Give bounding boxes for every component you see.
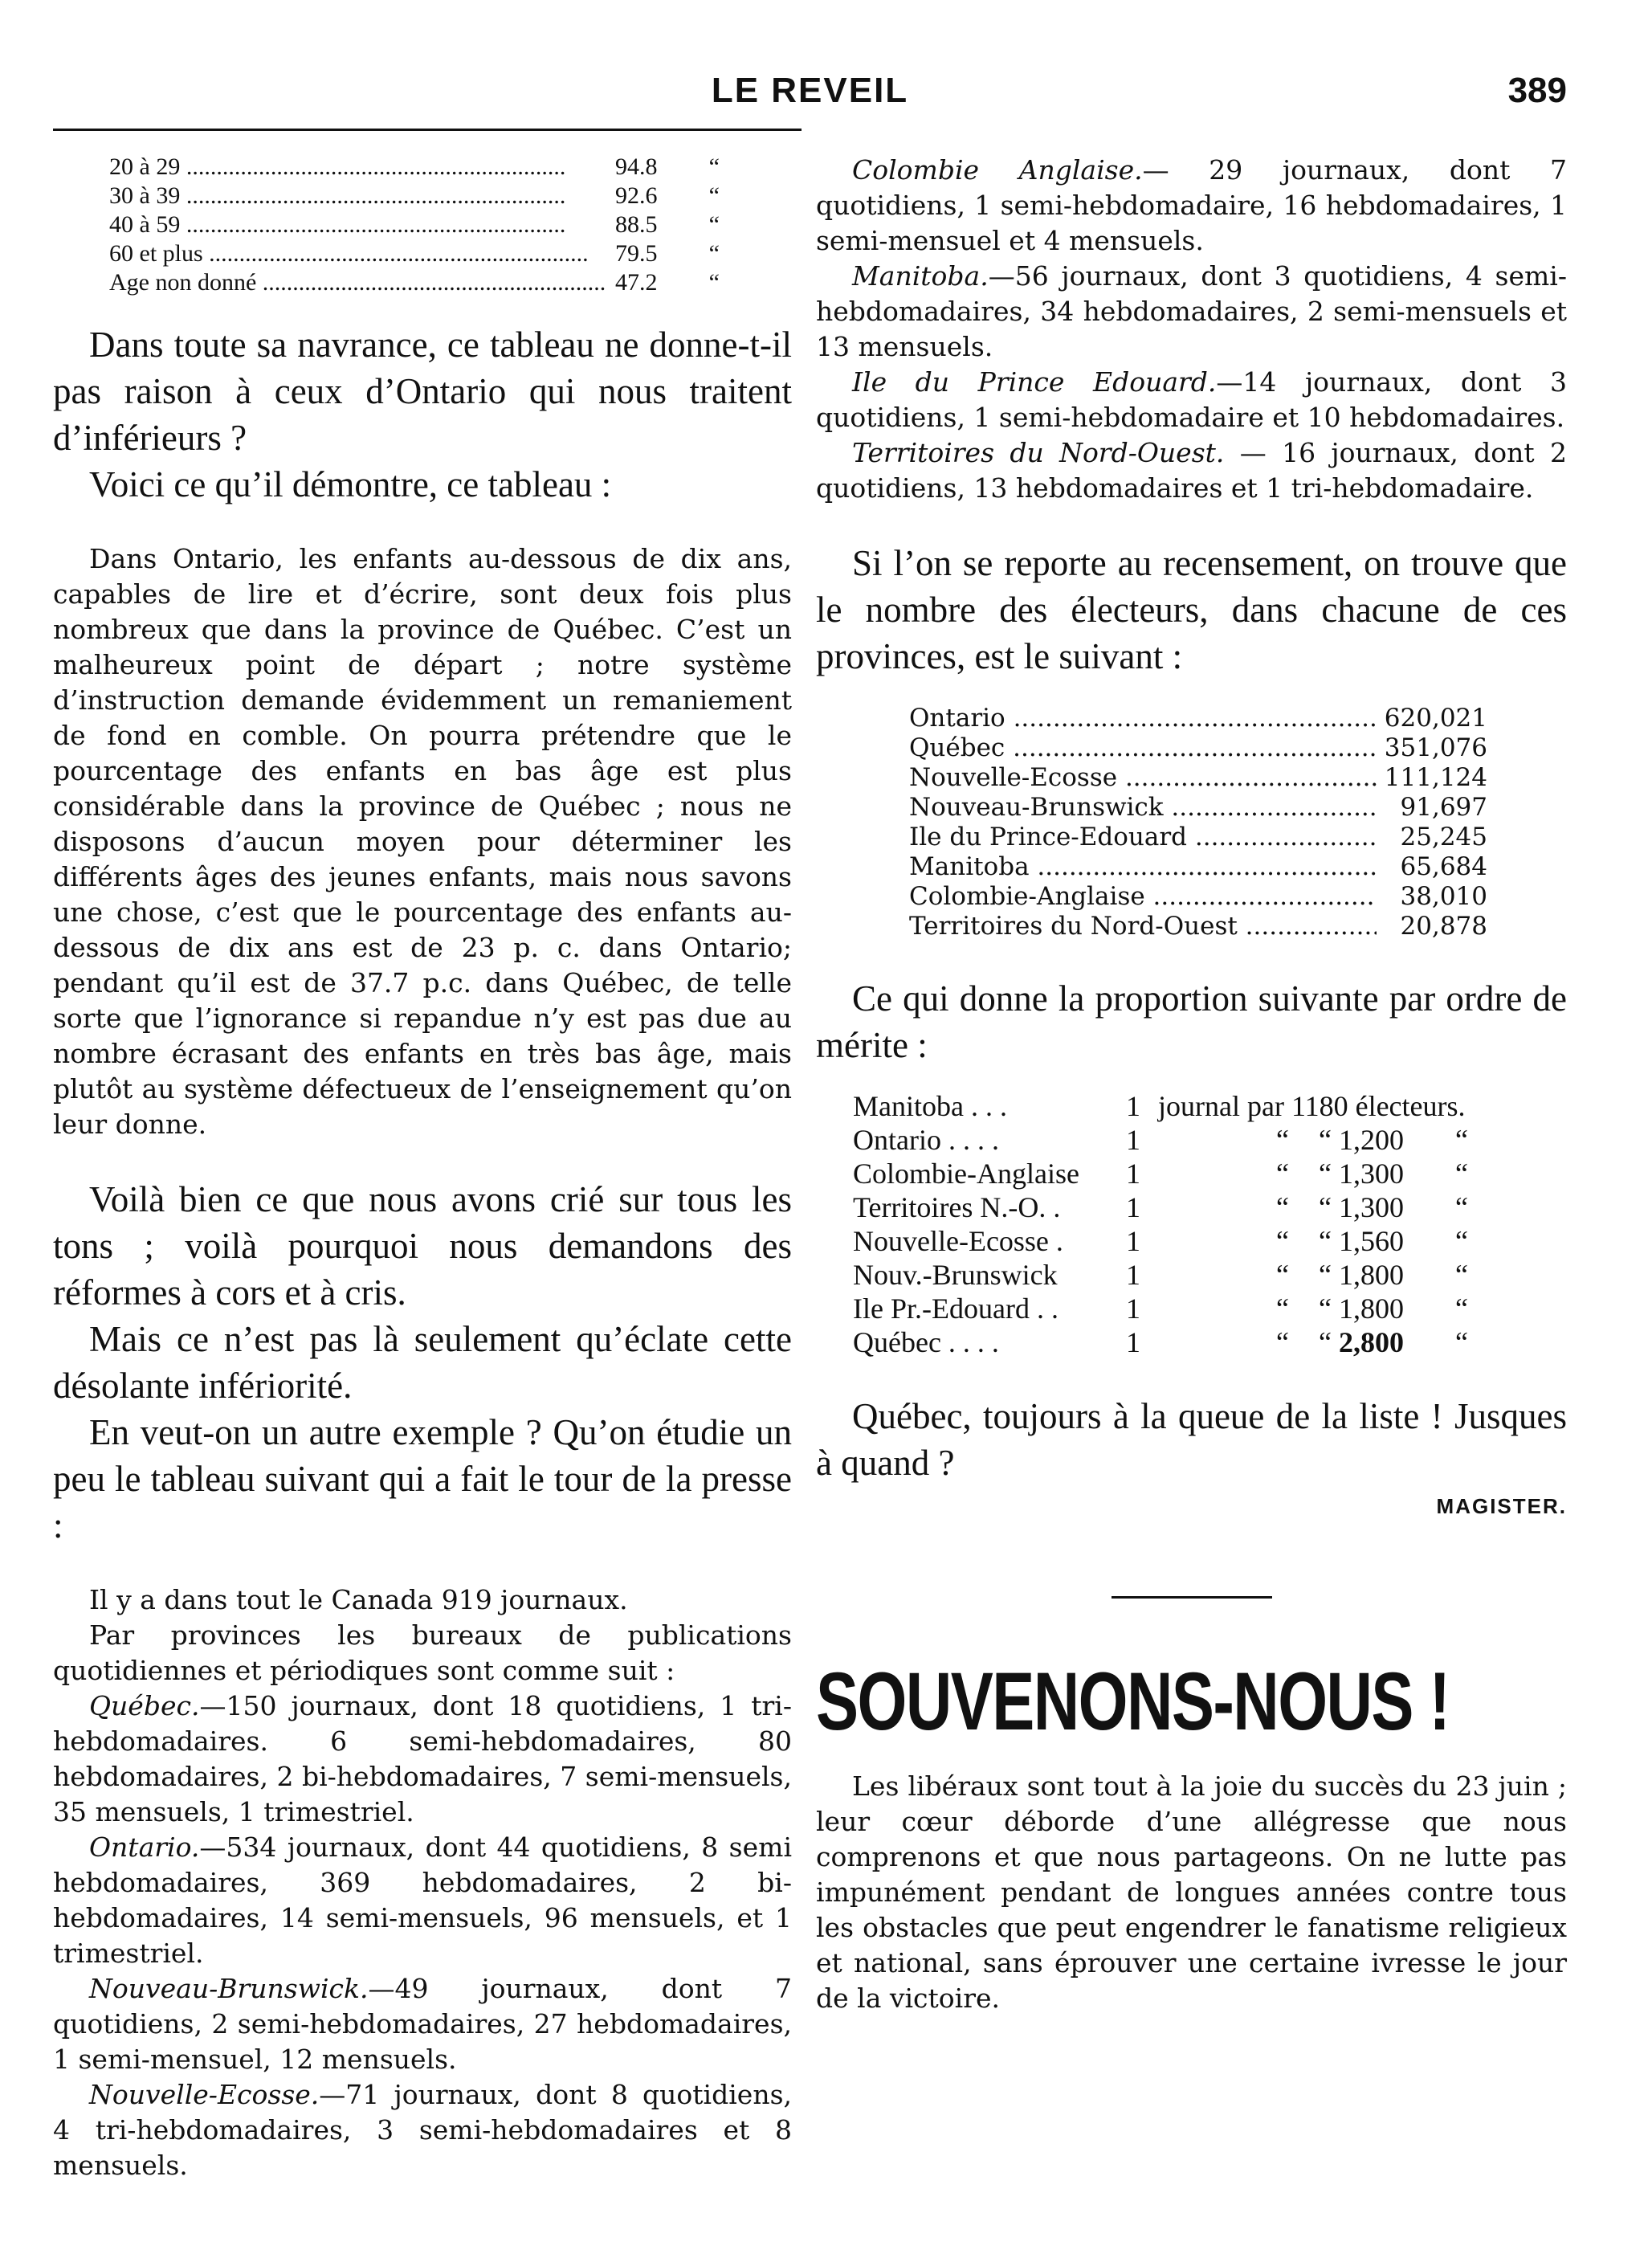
page-header — [53, 71, 1567, 127]
ratio-row: Manitoba . . . 1 journal par 1180 électeurs. — [853, 1090, 1466, 1122]
ratio-row: Québec . . . . 1 “ “ 2,800 “ — [853, 1326, 1468, 1358]
paragraph: Il y a dans tout le Canada 919 journaux. — [89, 1584, 628, 1615]
commentary-section — [53, 1176, 792, 1549]
province-entry: Manitoba.—56 journaux, dont 3 quotidiens, 4 semi-hebdomadaires, 34 hebdomadaires, 2 semi-mensuels et 13 mensuels. — [816, 260, 1567, 362]
electors-table — [909, 704, 1487, 941]
province-entry: Ile du Prince Edouard.—14 journaux, dont 3 quotidiens, 1 semi-hebdomadaire et 10 hebdomadaires. — [816, 366, 1567, 433]
article-headline: SOUVENONS-NOUS ! — [816, 1656, 1450, 1747]
quoted-passage — [53, 541, 792, 1142]
ratio-row: Territoires N.-O. . 1 “ “ 1,300 “ — [853, 1191, 1468, 1223]
press-listing — [53, 1582, 792, 2183]
age-row: 30 à 39 ..... 92.6 “ — [109, 182, 720, 210]
closing-line: Québec, toujours à la queue de la liste ! Jusques à quand ? — [816, 1396, 1567, 1483]
province-entry: Nouveau-Brunswick.—49 journaux, dont 7 quotidiens, 2 semi-hebdomadaires, 27 hebdomadaires, 1 semi-mensuel, 12 mensuels. — [53, 1973, 792, 2075]
paragraph: Voilà bien ce que nous avons crié sur tous les tons ; voilà pourquoi nous demandons des réformes à cors et à cris. — [53, 1179, 792, 1313]
province-entry: Ontario.—534 journaux, dont 44 quotidiens, 8 semi hebdomadaires, 369 hebdomadaires, 2 bi-hebdomadaires, 14 semi-mensuels, 96 mensuels, et 1 trimestriel. — [53, 1831, 792, 1969]
paragraph: Dans Ontario, les enfants au-dessous de dix ans, capables de lire et d’écrire, sont deux fois plus nombreux que dans la province de Québec. C’est un malheureux point de départ ; notre système d’instruction demande évidemment un remaniement de fond en comble. On pourra prétendre que le pourcentage des enfants en bas âge est plus considérable dans la province de Québec ; nous ne disposons d’aucun moyen pour déterminer les différents âges des jeunes enfants, mais nous savons une chose, c’est que le pourcentage des enfants au-dessous de dix ans est de 23 p. c. dans Ontario; pendant qu’il est de 37.7 p.c. dans Québec, de telle sorte que l’ignorance si repandue n’y est pas due au nombre écrasant des enfants en très bas âge, mais plutôt au système défectueux de l’enseignement qu’on leur donne. — [53, 543, 792, 1140]
electors-row: Colombie-Anglaise ..... 38,010 — [909, 882, 1487, 912]
electors-row: Ile du Prince-Edouard ..... 25,245 — [909, 823, 1487, 852]
electors-row: Québec ..... 351,076 — [909, 733, 1487, 763]
closing-section — [816, 1393, 1567, 1486]
commentary-section — [816, 540, 1567, 680]
paragraph: En veut-on un autre exemple ? Qu’on étudie un peu le tableau suivant qui a fait le tour de la presse : — [53, 1412, 792, 1546]
electors-row: Ontario ..... 620,021 — [909, 704, 1487, 733]
paragraph: Mais ce n’est pas là seulement qu’éclate cette désolante infériorité. — [53, 1319, 792, 1406]
commentary-section — [53, 321, 792, 508]
signature: MAGISTER. — [1436, 1494, 1567, 1518]
section-divider — [1112, 1596, 1272, 1599]
electors-row: Nouveau-Brunswick ..... 91,697 — [909, 793, 1487, 823]
press-listing-continued — [816, 153, 1567, 506]
age-row: 60 et plus ..... 79.5 “ — [109, 239, 720, 268]
province-entry: Territoires du Nord-Ouest. — 16 journaux, dont 2 quotidiens, 13 hebdomadaires et 1 tri-hebdomadaire. — [816, 437, 1567, 504]
paragraph: Dans toute sa navrance, ce tableau ne donne-t-il pas raison à ceux d’Ontario qui nous traitent d’inférieurs ? — [53, 325, 792, 458]
province-entry: Québec.—150 journaux, dont 18 quotidiens, 1 tri-hebdomadaires. 6 semi-hebdomadaires, 80 hebdomadaires, 2 bi-hebdomadaires, 7 semi-mensuels, 35 mensuels, 1 trimestriel. — [53, 1690, 792, 1827]
paragraph: Voici ce qu’il démontre, ce tableau : — [89, 464, 612, 504]
ratio-table — [853, 1089, 1567, 1359]
ratio-row: Ontario . . . . 1 “ “ 1,200 “ — [853, 1124, 1468, 1156]
header-rule — [53, 129, 802, 131]
ratio-row: Colombie-Anglaise 1 “ “ 1,300 “ — [853, 1158, 1468, 1190]
article-body — [816, 1769, 1567, 2016]
age-row: 20 à 29 ..... 94.8 “ — [109, 153, 720, 182]
page-number: 389 — [1507, 71, 1567, 110]
province-entry: Nouvelle-Ecosse.—71 journaux, dont 8 quotidiens, 4 tri-hebdomadaires, 3 semi-hebdomadaires et 8 mensuels. — [53, 2079, 792, 2181]
right-column — [816, 153, 1567, 2016]
age-row: 40 à 59 ..... 88.5 “ — [109, 210, 720, 239]
left-column — [53, 153, 792, 2183]
ratio-row: Ile Pr.-Edouard . . 1 “ “ 1,800 “ — [853, 1292, 1468, 1325]
ratio-row: Nouvelle-Ecosse . 1 “ “ 1,560 “ — [853, 1225, 1468, 1257]
commentary-section — [816, 975, 1567, 1068]
paragraph: Les libéraux sont tout à la joie du succès du 23 juin ; leur cœur déborde d’une allégresse que nous comprenons et que nous partageons. On ne lutte pas impunément pendant de longues années contre tous les obstacles que peut engendrer le fanatisme religieux et national, sans éprouver une certaine ivresse le jour de la victoire. — [816, 1770, 1567, 2014]
age-row: Age non donné ..... 47.2 “ — [109, 268, 720, 297]
age-table — [109, 153, 720, 297]
electors-row: Nouvelle-Ecosse ..... 111,124 — [909, 763, 1487, 793]
paragraph: Par provinces les bureaux de publications quotidiennes et périodiques sont comme suit : — [53, 1619, 792, 1686]
electors-row: Territoires du Nord-Ouest ..... 20,878 — [909, 912, 1487, 941]
ratio-row: Nouv.-Brunswick 1 “ “ 1,800 “ — [853, 1259, 1468, 1291]
running-title: LE REVEIL — [711, 71, 909, 110]
province-entry: Colombie Anglaise.— 29 journaux, dont 7 quotidiens, 1 semi-hebdomadaire, 16 hebdomadaires, 1 semi-mensuel et 4 mensuels. — [816, 154, 1567, 256]
paragraph: Si l’on se reporte au recensement, on trouve que le nombre des électeurs, dans chacune de ces provinces, est le suivant : — [816, 543, 1567, 676]
electors-row: Manitoba ..... 65,684 — [909, 852, 1487, 882]
paragraph: Ce qui donne la proportion suivante par ordre de mérite : — [816, 978, 1567, 1065]
